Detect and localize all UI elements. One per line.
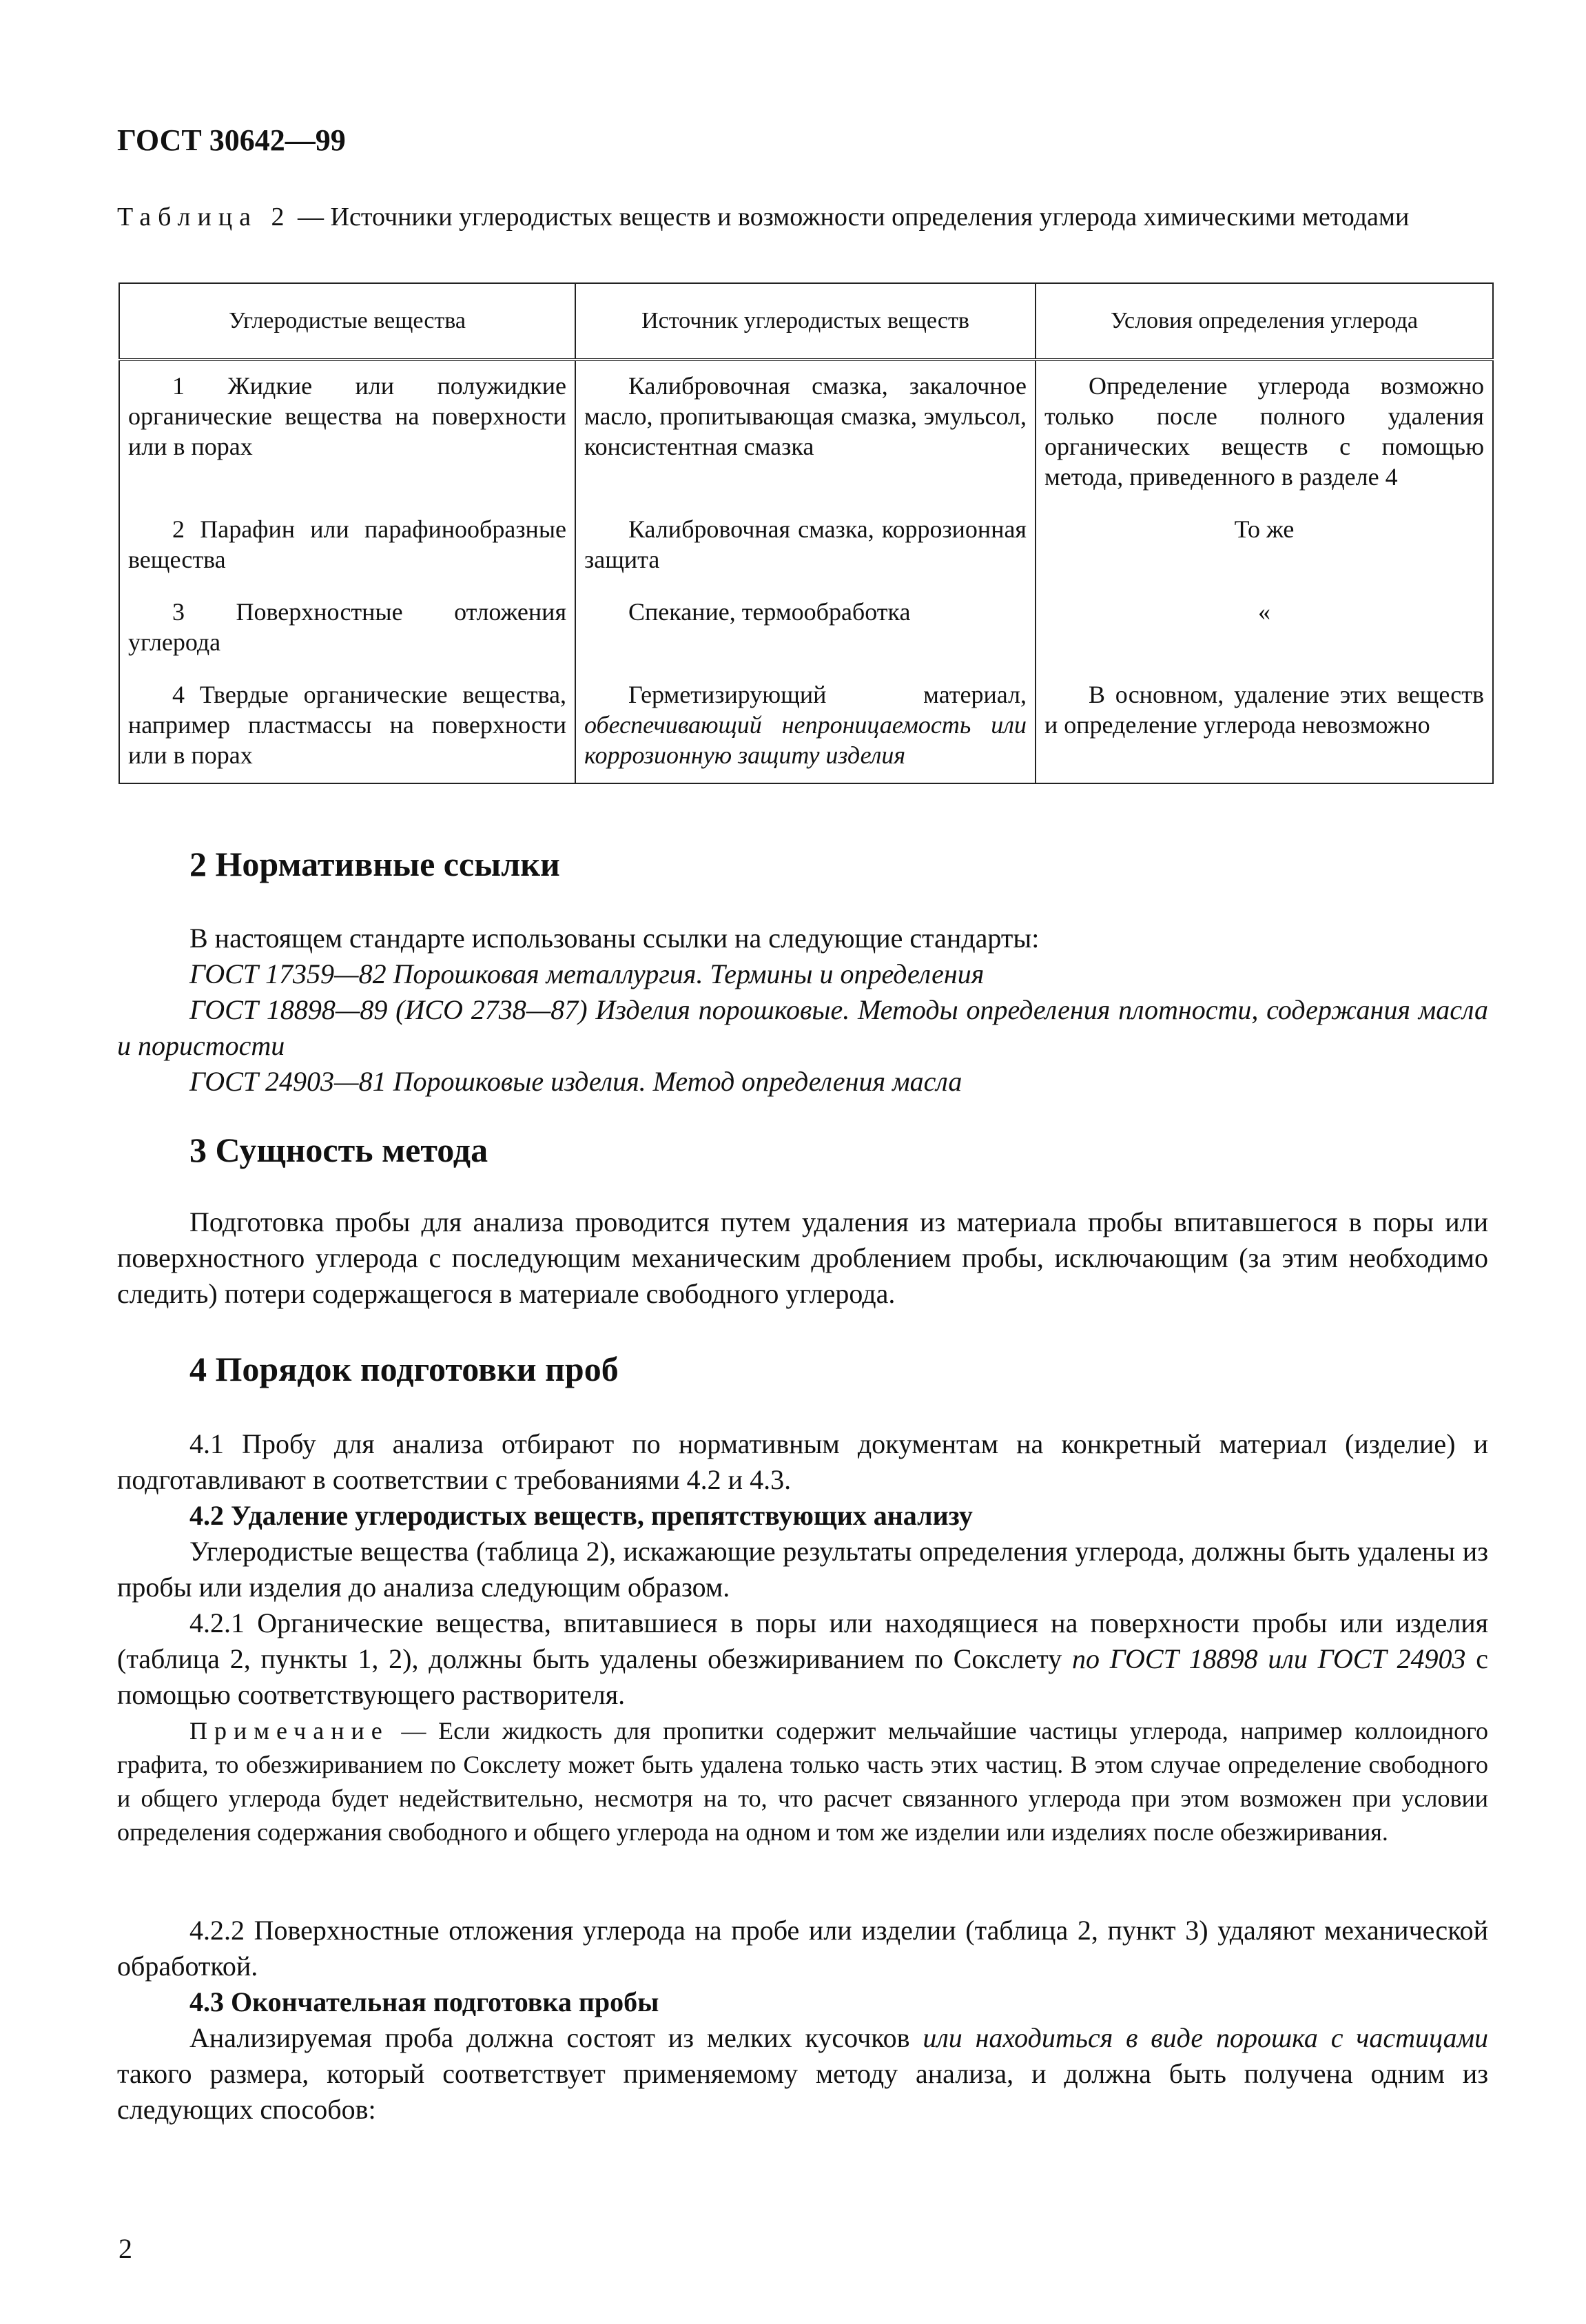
reference-item: ГОСТ 24903—81 Порошковые изделия. Метод определения масла bbox=[189, 1066, 962, 1097]
table-cell-source: Калибровочная смазка, закалочное масло, пропитывающая смазка, эмульсол, консистентная смазка bbox=[575, 360, 1036, 504]
table-cell-source: Герметизирующий материал, обеспечивающий непроницаемость или коррозионную защиту изделия bbox=[575, 670, 1036, 783]
reference-item: ГОСТ 18898—89 (ИСО 2738—87) Изделия порошковые. Методы определения плотности, содержания масла и пористости bbox=[117, 994, 1488, 1061]
section-3-title: 3 Сущность метода bbox=[189, 1131, 488, 1169]
table-header-row bbox=[119, 283, 1493, 360]
table-caption-label: Таблица 2 bbox=[117, 203, 291, 232]
document-header: ГОСТ 30642—99 bbox=[117, 123, 346, 157]
section-4-title: 4 Порядок подготовки проб bbox=[189, 1350, 619, 1388]
section-4-body-continued bbox=[117, 1913, 1488, 2128]
paragraph-4-2-2: 4.2.2 Поверхностные отложения углерода на пробе или изделии (таблица 2, пункт 3) удаляют механической обработкой. bbox=[117, 1915, 1488, 1982]
table-row bbox=[119, 670, 1493, 783]
table-caption-text: — Источники углеродистых веществ и возможности определения углерода химическими методами bbox=[291, 203, 1410, 232]
page-number: 2 bbox=[119, 2233, 132, 2264]
table-cell-substance: 1 Жидкие или полужидкие органические вещества на поверхности или в порах bbox=[119, 360, 575, 504]
table-cell-conditions: В основном, удаление этих веществ и определение углерода невозможно bbox=[1036, 670, 1493, 783]
paragraph-4-2: Углеродистые вещества (таблица 2), искажающие результаты определения углерода, должны быть удалены из пробы или изделия до анализа следующим образом. bbox=[117, 1536, 1488, 1603]
table-row bbox=[119, 587, 1493, 670]
reference-item: ГОСТ 17359—82 Порошковая металлургия. Термины и определения bbox=[189, 958, 985, 989]
column-header: Источник углеродистых веществ bbox=[575, 283, 1036, 360]
table-cell-conditions: « bbox=[1036, 587, 1493, 670]
section-2-title: 2 Нормативные ссылки bbox=[189, 845, 560, 883]
references-intro: В настоящем стандарте использованы ссылки на следующие стандарты: bbox=[189, 923, 1040, 954]
column-header: Условия определения углерода bbox=[1036, 283, 1493, 360]
table-cell-substance: 4 Твердые органические вещества, например пластмассы на поверхности или в порах bbox=[119, 670, 575, 783]
subheading-4-3: 4.3 Окончательная подготовка пробы bbox=[189, 1986, 659, 2017]
section-4-body bbox=[117, 1426, 1488, 1713]
table-cell-conditions: Определение углерода возможно только после полного удаления органических веществ с помощью метода, приведенного в разделе 4 bbox=[1036, 360, 1493, 504]
table-caption bbox=[117, 200, 1481, 234]
note-label: Примечание bbox=[189, 1717, 389, 1745]
note-block bbox=[117, 1714, 1488, 1849]
section-3-text: Подготовка пробы для анализа проводится путем удаления из материала пробы впитавшегося в поры или поверхностного углерода с последующим механическим дроблением пробы, исключающим (за этим необходимо следить) потери содержащегося в материале свободного углерода. bbox=[117, 1206, 1488, 1309]
table-row bbox=[119, 360, 1493, 504]
subheading-4-2: 4.2 Удаление углеродистых веществ, препятствующих анализу bbox=[189, 1500, 973, 1531]
table-row bbox=[119, 504, 1493, 587]
column-header: Углеродистые вещества bbox=[119, 283, 575, 360]
paragraph-4-3: Анализируемая проба должна состоят из мелких кусочков или находиться в виде порошка с частицами такого размера, который соответствует применяемому методу анализа, и должна быть получена одним из следующих способов: bbox=[117, 2022, 1488, 2125]
section-2-body bbox=[117, 921, 1488, 1100]
table-cell-substance: 2 Парафин или парафинообразные вещества bbox=[119, 504, 575, 587]
section-3-body bbox=[117, 1204, 1488, 1312]
table-cell-source: Спекание, термообработка bbox=[575, 587, 1036, 670]
paragraph-4-1: 4.1 Пробу для анализа отбирают по нормативным документам на конкретный материал (изделие) и подготавливают в соответствии с требованиями 4.2 и 4.3. bbox=[117, 1428, 1488, 1495]
table-cell-source: Калибровочная смазка, коррозионная защита bbox=[575, 504, 1036, 587]
table-cell-conditions: То же bbox=[1036, 504, 1493, 587]
table-cell-substance: 3 Поверхностные отложения углерода bbox=[119, 587, 575, 670]
carbon-sources-table bbox=[119, 282, 1494, 784]
note-text: Примечание — Если жидкость для пропитки содержит мельчайшие частицы углерода, например коллоидного графита, то обезжириванием по Сокслету может быть удалена только часть этих частиц. В этом случае определение свободного и общего углерода будет недействительно, несмотря на то, что расчет связанного углерода при этом возможен при условии определения содержания свободного и общего углерода на одном и том же изделии или изделиях после обезжиривания. bbox=[117, 1717, 1488, 1846]
paragraph-4-2-1: 4.2.1 Органические вещества, впитавшиеся в поры или находящиеся на поверхности пробы или изделия (таблица 2, пункты 1, 2), должны быть удалены обезжириванием по Сокслету по ГОСТ 18898 или ГОСТ 24903 с помощью соответствующего растворителя. bbox=[117, 1607, 1488, 1710]
